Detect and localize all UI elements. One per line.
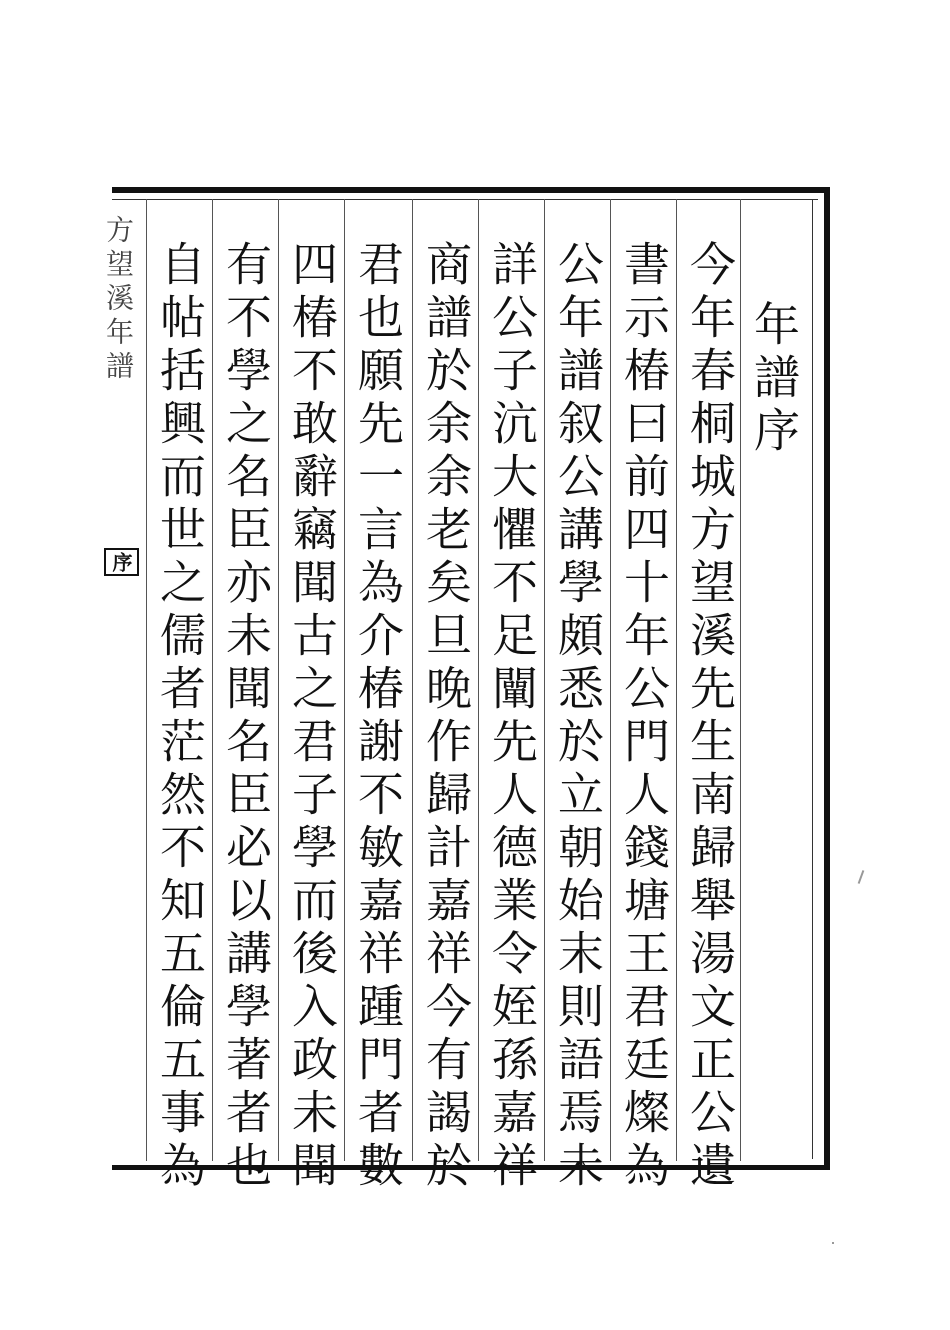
- column-rule: [478, 199, 479, 1161]
- paper-speck: [832, 1242, 834, 1244]
- text-column: 詳公子沆大懼不足闡先人德業令姪孫嘉祥: [485, 240, 539, 1194]
- text-column: 君也願先一言為介椿謝不敏嘉祥踵門者數: [351, 240, 405, 1194]
- column-rule: [412, 199, 413, 1161]
- inner-rule-top: [112, 199, 818, 200]
- column-rule: [344, 199, 345, 1161]
- column-rule: [212, 199, 213, 1161]
- column-rule: [676, 199, 677, 1161]
- text-column: 自帖括興而世之儒者茫然不知五倫五事為: [153, 240, 207, 1194]
- column-rule: [610, 199, 611, 1161]
- inner-rule-right: [812, 199, 813, 1159]
- text-column: 有不學之名臣亦未聞名臣必以講學著者也: [219, 240, 273, 1194]
- text-column: 書示椿曰前四十年公門人錢塘王君廷燦為: [617, 240, 671, 1194]
- text-column: 公年譜叙公講學頗悉於立朝始末則語焉未: [551, 240, 605, 1194]
- title: 年譜序: [747, 300, 801, 459]
- column-rule: [146, 199, 147, 1161]
- column-rule: [544, 199, 545, 1161]
- margin-tag: 序: [104, 548, 139, 576]
- paper-speck: [858, 870, 865, 884]
- text-column: 今年春桐城方望溪先生南歸舉湯文正公遺: [683, 240, 737, 1194]
- margin-label: 方望溪年譜: [102, 215, 135, 385]
- text-column: 商譜於余余老矣旦晚作歸計嘉祥今有謁於: [419, 240, 473, 1194]
- column-rule: [278, 199, 279, 1161]
- text-column: 四椿不敢辭竊聞古之君子學而後入政未聞: [285, 240, 339, 1194]
